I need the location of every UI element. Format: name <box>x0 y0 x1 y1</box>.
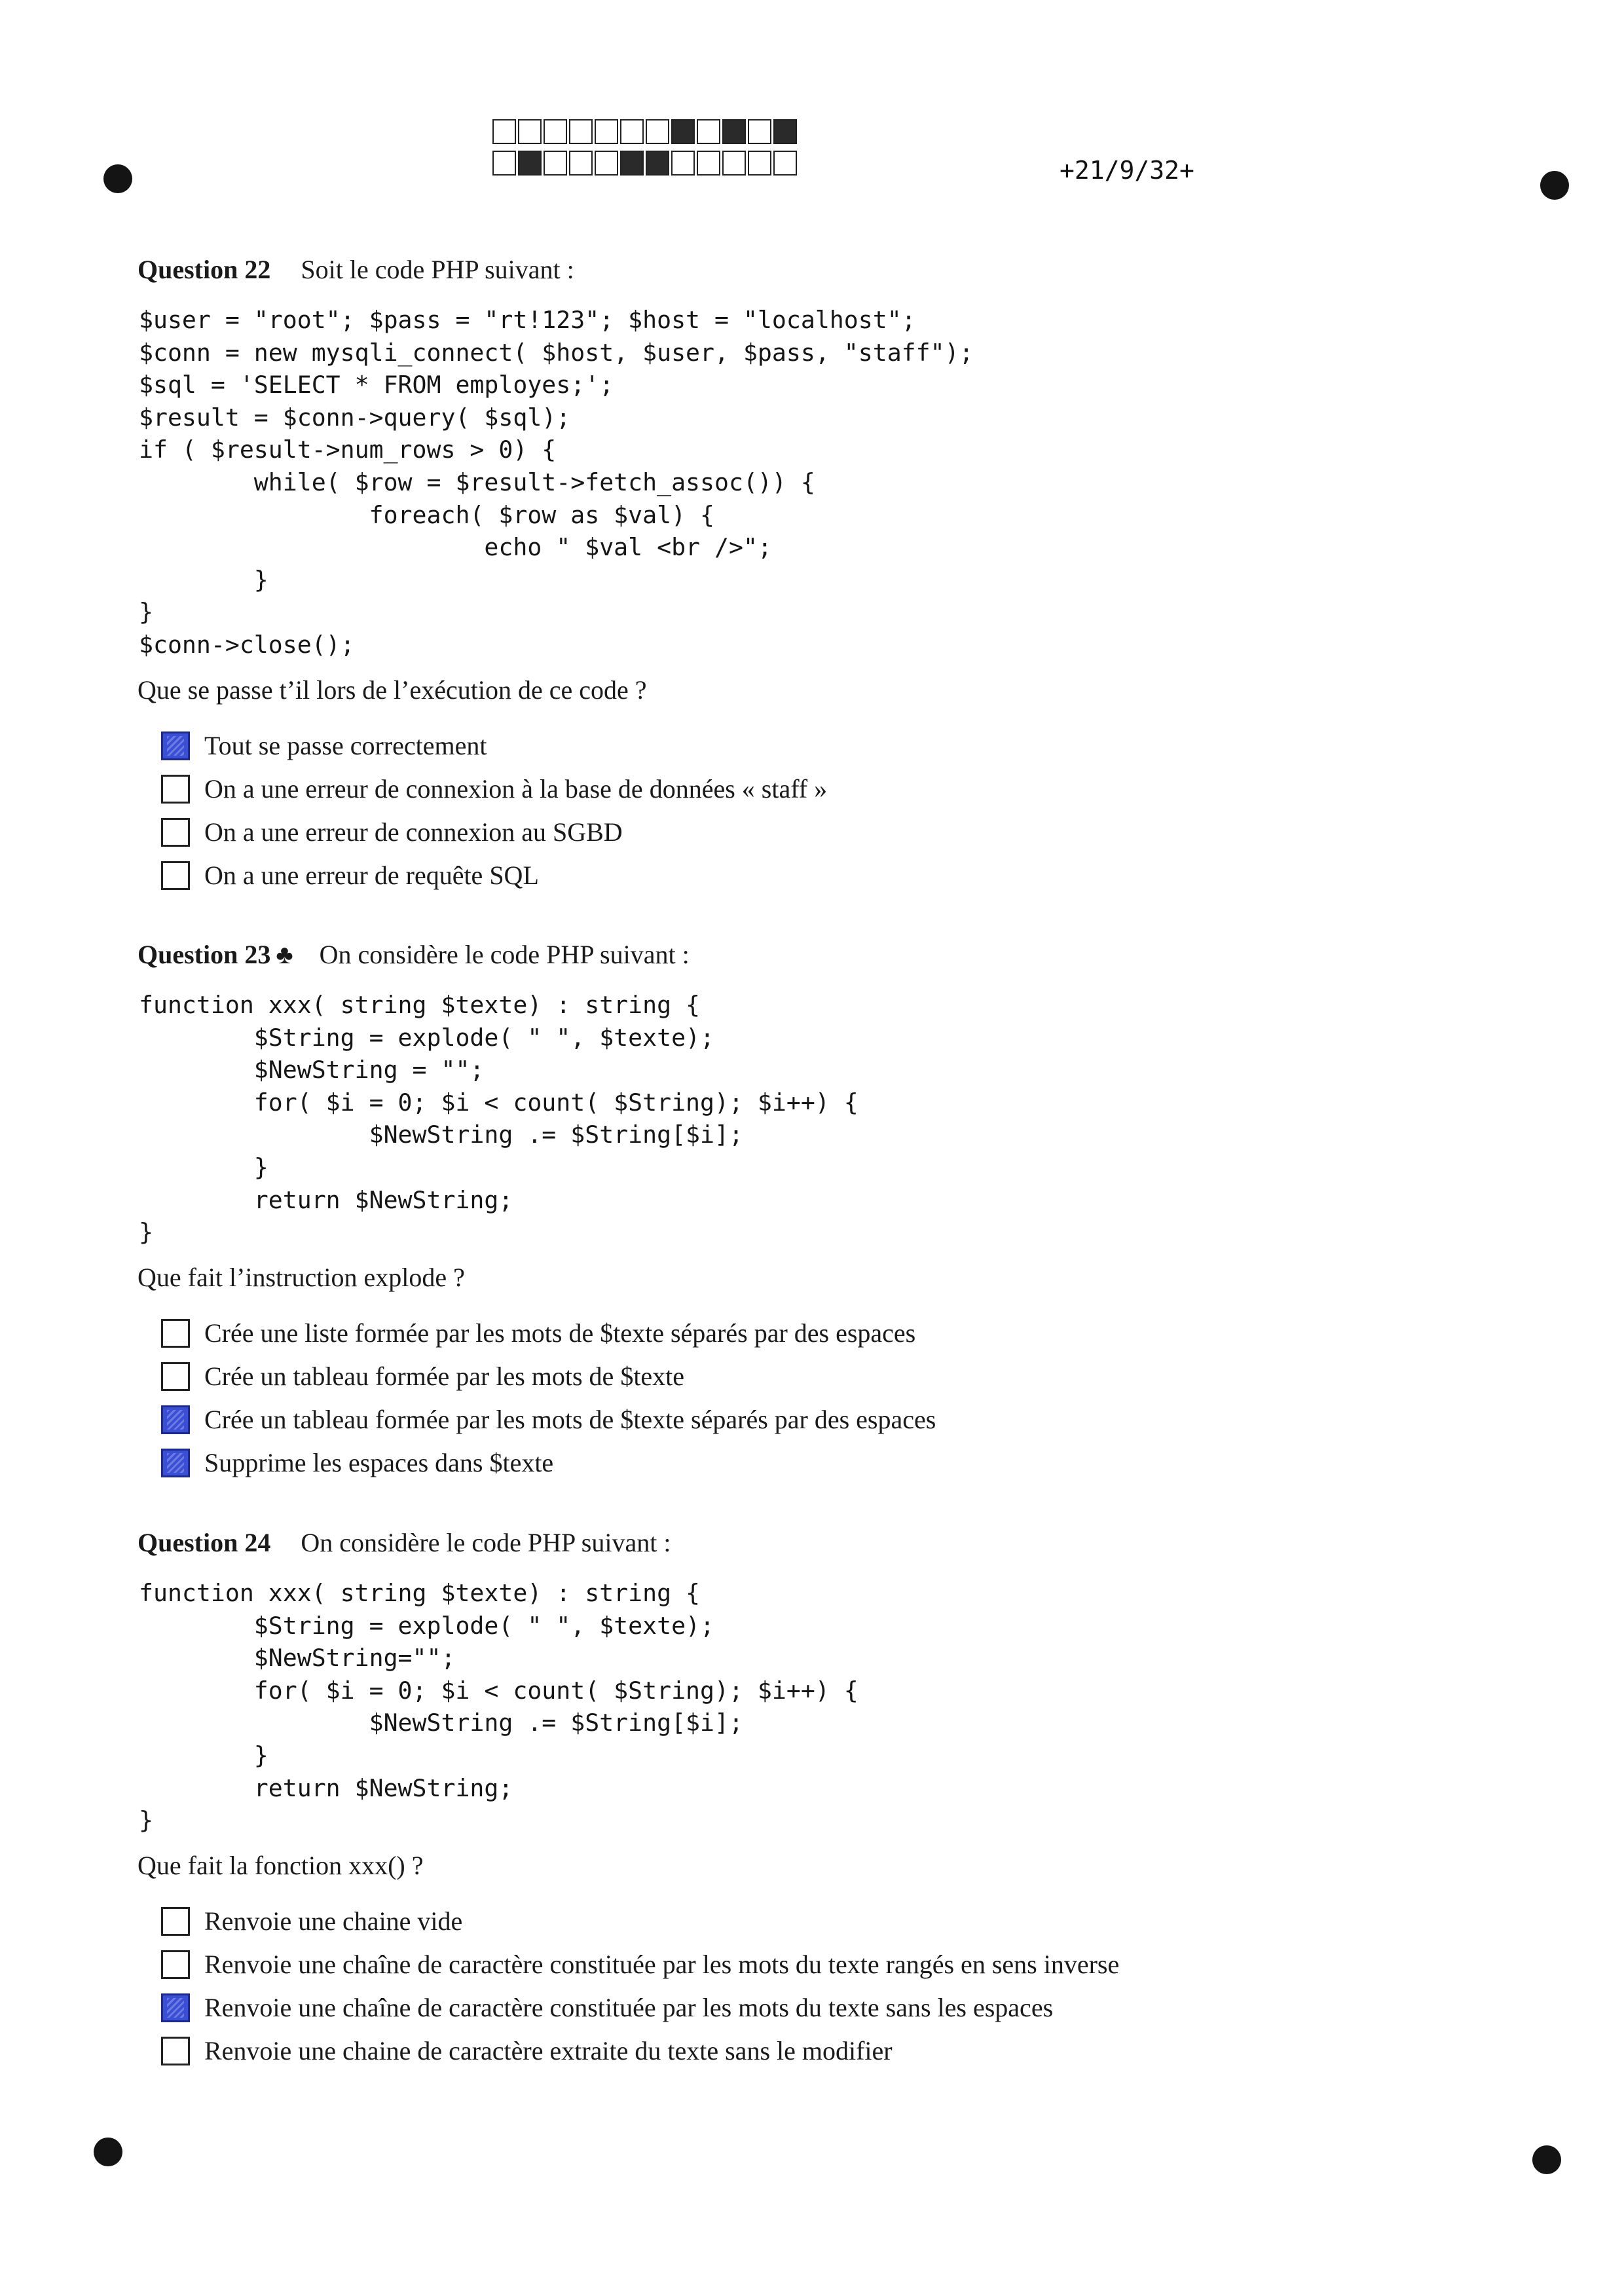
question-prompt: Que se passe t’il lors de l’exécution de ce code ? <box>138 675 647 705</box>
barcode-cell <box>620 151 644 176</box>
answer-option[interactable] <box>161 1398 1382 1441</box>
answer-text: On a une erreur de connexion à la base de données « staff » <box>204 774 828 804</box>
question-23 <box>138 938 1382 1485</box>
answer-checkbox[interactable] <box>161 1993 190 2022</box>
answer-text: Supprime les espaces dans $texte <box>204 1448 554 1478</box>
answer-text: On a une erreur de requête SQL <box>204 861 539 891</box>
page-id: +21/9/32+ <box>1060 156 1194 185</box>
barcode-cell <box>697 119 720 144</box>
code-block: function xxx( string $texte) : string { $String = explode( " ", $texte); $NewString = ""; for( $i = 0; $i < count( $String); $i++) { $NewString .= $String[$i]; } return $NewString; } <box>139 991 858 1247</box>
answer-option[interactable] <box>161 854 1382 897</box>
answer-checkbox[interactable] <box>161 1362 190 1391</box>
question-header <box>138 938 1382 972</box>
barcode-cell <box>748 151 771 176</box>
answer-option[interactable] <box>161 768 1382 811</box>
question-header <box>138 1526 1382 1560</box>
code-block: $user = "root"; $pass = "rt!123"; $host = "localhost"; $conn = new mysqli_connect( $host, $user, $pass, "staff"); $sql = 'SELECT * FROM employes;'; $result = $conn->query( $sql); if ( $result->num_rows > 0) { while( $row = $result->fetch_assoc()) { foreach( $row as $val) { echo " $val <br />"; } } $conn->close(); <box>139 306 974 659</box>
barcode-cell <box>773 119 797 144</box>
question-label: Question 22 <box>138 255 271 284</box>
barcode-cell <box>671 119 695 144</box>
barcode-cell <box>697 151 720 176</box>
barcode-cell <box>544 151 567 176</box>
answer-text: Crée un tableau formée par les mots de $texte séparés par des espaces <box>204 1405 936 1435</box>
answer-option[interactable] <box>161 1312 1382 1355</box>
barcode-cell <box>748 119 771 144</box>
answer-checkbox[interactable] <box>161 1907 190 1936</box>
question-24 <box>138 1526 1382 2073</box>
question-prompt: Que fait l’instruction explode ? <box>138 1262 465 1292</box>
answer-option[interactable] <box>161 811 1382 854</box>
barcode-row <box>492 151 799 177</box>
question-header <box>138 253 1382 287</box>
page-barcode <box>492 119 799 182</box>
barcode-cell <box>620 119 644 144</box>
question-prompt: Que fait la fonction xxx() ? <box>138 1850 424 1880</box>
registration-mark-top-right <box>1540 171 1569 200</box>
answer-option[interactable] <box>161 1441 1382 1485</box>
registration-mark-bottom-right <box>1532 2145 1561 2174</box>
answer-checkbox[interactable] <box>161 1449 190 1477</box>
question-intro: On considère le code PHP suivant : <box>319 940 690 969</box>
barcode-cell <box>569 151 593 176</box>
barcode-cell <box>569 119 593 144</box>
answer-list <box>161 1900 1382 2073</box>
registration-mark-bottom-left <box>94 2138 122 2166</box>
barcode-cell <box>773 151 797 176</box>
barcode-cell <box>595 119 618 144</box>
question-label: Question 24 <box>138 1528 271 1557</box>
question-label: Question 23 <box>138 940 271 969</box>
answer-text: Renvoie une chaîne de caractère constituée par les mots du texte sans les espaces <box>204 1993 1054 2023</box>
barcode-cell <box>544 119 567 144</box>
answer-text: Tout se passe correctement <box>204 731 487 761</box>
answer-option[interactable] <box>161 724 1382 768</box>
answer-list <box>161 724 1382 897</box>
answer-text: Crée une liste formée par les mots de $texte séparés par des espaces <box>204 1318 916 1348</box>
answer-checkbox[interactable] <box>161 731 190 760</box>
barcode-cell <box>722 151 746 176</box>
barcode-cell <box>722 119 746 144</box>
answer-list <box>161 1312 1382 1485</box>
answer-text: Renvoie une chaîne de caractère constituée par les mots du texte rangés en sens inverse <box>204 1950 1120 1980</box>
barcode-row <box>492 119 799 145</box>
answer-text: Renvoie une chaine vide <box>204 1906 463 1936</box>
answer-text: Crée un tableau formée par les mots de $texte <box>204 1361 685 1392</box>
answer-option[interactable] <box>161 1900 1382 1943</box>
answer-text: On a une erreur de connexion au SGBD <box>204 817 623 847</box>
question-22 <box>138 253 1382 897</box>
barcode-cell <box>492 119 516 144</box>
barcode-cell <box>646 119 669 144</box>
answer-checkbox[interactable] <box>161 861 190 890</box>
question-intro: On considère le code PHP suivant : <box>301 1528 671 1557</box>
barcode-cell <box>518 119 542 144</box>
barcode-cell <box>492 151 516 176</box>
answer-checkbox[interactable] <box>161 1405 190 1434</box>
barcode-cell <box>518 151 542 176</box>
answer-checkbox[interactable] <box>161 1319 190 1348</box>
answer-checkbox[interactable] <box>161 775 190 804</box>
code-block: function xxx( string $texte) : string { $String = explode( " ", $texte); $NewString=""; for( $i = 0; $i < count( $String); $i++) { $NewString .= $String[$i]; } return $NewString; } <box>139 1579 858 1835</box>
club-icon: ♣ <box>276 940 293 969</box>
registration-mark-top-left <box>103 164 132 193</box>
barcode-cell <box>595 151 618 176</box>
answer-checkbox[interactable] <box>161 2037 190 2065</box>
question-intro: Soit le code PHP suivant : <box>301 255 574 284</box>
answer-text: Renvoie une chaine de caractère extraite du texte sans le modifier <box>204 2036 893 2066</box>
answer-option[interactable] <box>161 1943 1382 1986</box>
answer-checkbox[interactable] <box>161 818 190 847</box>
barcode-cell <box>646 151 669 176</box>
barcode-cell <box>671 151 695 176</box>
answer-option[interactable] <box>161 1986 1382 2029</box>
answer-option[interactable] <box>161 1355 1382 1398</box>
answer-option[interactable] <box>161 2029 1382 2073</box>
answer-checkbox[interactable] <box>161 1950 190 1979</box>
